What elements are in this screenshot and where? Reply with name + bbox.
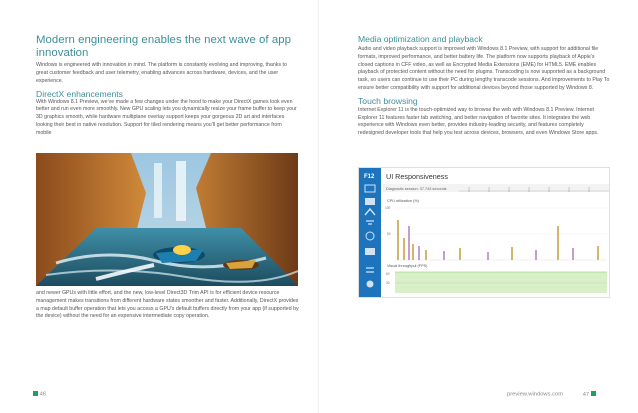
left-page-content: [36, 34, 298, 138]
directx-body-bottom: and newer GPUs with little effort, and the new, low-level Direct3D Trim API is for efficient device resource management makes transitions from different hardware states smoother and faster. Additionally, DirectX provides a map default buffer operation that lets you access a GPU’s default buffers directly from your app (if supported by the device) without the need for an expensive intermediate copy operation.: [36, 290, 299, 320]
cpu-utilization-label: CPU utilization (%): [387, 199, 419, 203]
footer-url: preview.windows.com: [507, 391, 564, 398]
emulation-icon[interactable]: [367, 281, 374, 288]
left-intro: Windows is engineered with innovation in mind. The platform is constantly evolving and improving, thanks to great customer feedback and user telemetry, enabling advances across hardware, devices, and the user experience.: [36, 62, 287, 84]
game-screenshot: [36, 153, 298, 286]
left-heading: Modern engineering enables the next wave of app innovation: [36, 34, 292, 59]
cpu-tick-50: 50: [387, 232, 391, 236]
profiler-icon[interactable]: [365, 248, 375, 255]
session-label: Diagnostic session: 37.743 seconds: [386, 187, 447, 191]
touch-body: Internet Explorer 11 is the touch-optimized way to browse the web with Windows 8.1 Preview. Internet Explorer 11 features faster tab switching, and better navigation of favorite sites. It integrates the web experience with Windows even better, provides industry-leading security, and features completely redesigned developer tools that help you test across devices, browsers, and even Windows Store apps.: [358, 106, 599, 137]
left-footer: [33, 391, 46, 398]
directx-body-top: With Windows 8.1 Preview, we’ve made a few changes under the hood to make your DirectX games look even better and run even more smoothly. New GPU scaling lets you dynamically resize your frame buffer to keep your 3D graphics smooth, while hardware multiplane overlay support keeps your gorgeous 2D art and interfaces looking their best in native resolution. Support for tiled rendering means you’ll get better performance from mobile: [36, 98, 297, 136]
fps-tick-60: 60: [386, 272, 390, 276]
media-body: Audio and video playback support is improved with Windows 8.1 Preview, with support for additional file formats, improved performance, and better battery life. The platform now supports playback of Apple’s closed captions in CFF video, as well as Encrypted Media Extensions (EME) for HTML5. EME enables playback of protected content without the need for plugins. Transcoding is now supported as a background task, so users can continue to use their PC during lengthy transcode sessions. And improvements to Play To ensure better compatibility with support for additional devices beyond those supported by Windows 8.: [358, 46, 610, 91]
media-heading: Media optimization and playback: [358, 34, 483, 44]
f12-label: F12: [364, 174, 375, 180]
page-divider: [318, 0, 319, 413]
right-footer: [507, 391, 596, 398]
console-icon[interactable]: [365, 198, 375, 205]
directx-subheading: DirectX enhancements: [36, 88, 123, 99]
right-footer-marker-icon: [591, 391, 596, 396]
devtools-title: UI Responsiveness: [386, 172, 448, 181]
left-footer-marker-icon: [33, 391, 38, 396]
fps-area: [395, 272, 607, 293]
devtools-panel-svg: [359, 168, 609, 297]
fps-tick-30: 30: [386, 281, 390, 285]
devtools-ui-responsiveness-screenshot: [358, 167, 610, 298]
left-body-bottom-block: [36, 290, 300, 321]
visual-throughput-label: Visual throughput (FPS): [387, 264, 428, 268]
right-page-content: [358, 34, 610, 138]
touch-heading: Touch browsing: [358, 95, 418, 106]
game-scene-illustration: [36, 153, 298, 286]
right-page-number: 47: [582, 391, 590, 398]
left-page-number: 46: [39, 391, 47, 398]
cpu-tick-100: 100: [385, 206, 391, 210]
